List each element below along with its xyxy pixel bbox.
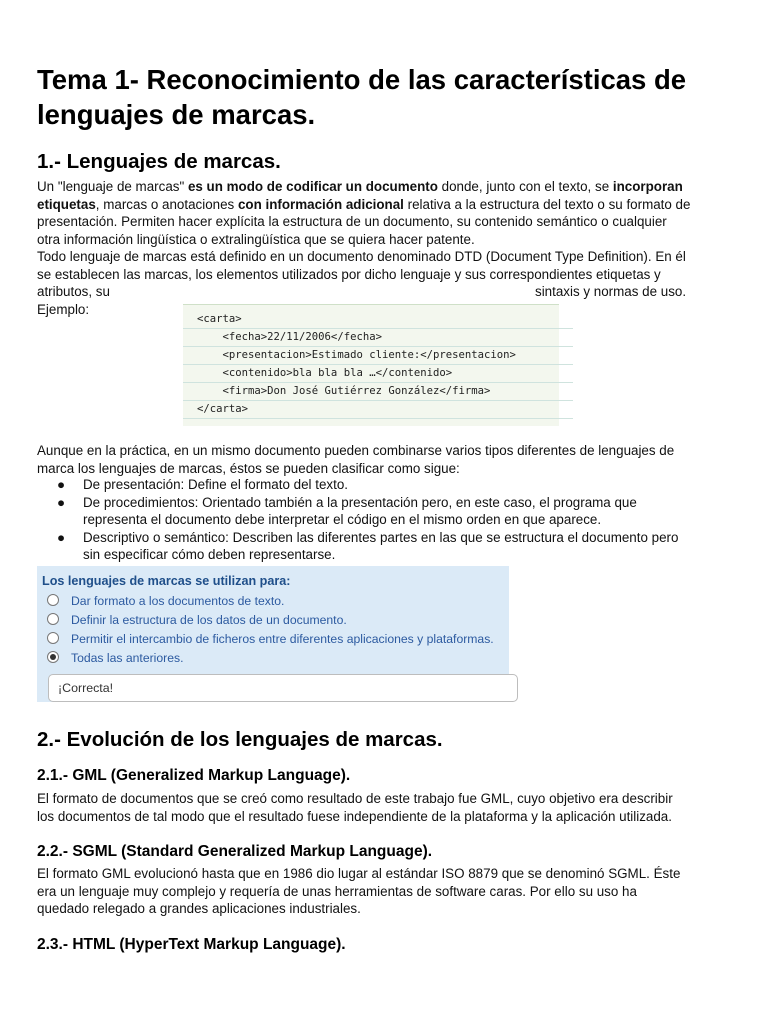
paragraph-line: [37, 178, 737, 196]
paragraph-line: quedado relegado a grandes aplicaciones industriales.: [37, 901, 361, 917]
text-span: relativa a la estructura del texto o su formato de: [403, 196, 691, 212]
quiz-feedback: ¡Correcta!: [48, 674, 518, 702]
text-span: Un "lenguaje de marcas": [37, 179, 188, 194]
markup-types-list: [37, 476, 737, 564]
subsection-2-3-heading: 2.3.- HTML (HyperText Markup Language).: [37, 936, 346, 953]
quiz-option-label: Permitir el intercambio de ficheros entre diferentes aplicaciones y plataformas.: [71, 632, 494, 646]
code-line: <presentacion>Estimado cliente:</presentacion>: [183, 346, 573, 365]
text-span: sintaxis y normas de uso.: [535, 284, 687, 300]
quiz-option-label: Dar formato a los documentos de texto.: [71, 594, 285, 608]
code-line: <carta>: [183, 310, 573, 329]
paragraph-line: Aunque en la práctica, en un mismo documento pueden combinarse varios tipos diferentes de lenguajes de: [37, 443, 675, 458]
code-line: </carta>: [183, 400, 573, 419]
list-item: [37, 476, 737, 494]
radio-button-icon[interactable]: [47, 613, 59, 625]
code-example-figure: [183, 304, 559, 426]
section-2-heading: 2.- Evolución de los lenguajes de marcas.: [37, 728, 443, 751]
text-span: atributos, su: [37, 284, 110, 300]
bullet-icon: ●: [57, 494, 66, 510]
text-span: donde, junto con el texto, se: [437, 179, 613, 194]
paragraph-line: [37, 196, 737, 214]
paragraph-line: otra información lingüística o extralingüística que se quiera hacer patente.: [37, 231, 475, 247]
section-1-paragraph-3: [37, 442, 737, 477]
quiz-option[interactable]: [47, 651, 183, 665]
quiz-option-label: Todas las anteriores.: [71, 651, 184, 665]
quiz-option[interactable]: [47, 613, 347, 627]
radio-button-selected-icon[interactable]: [47, 651, 59, 663]
bold-text: es un modo de codificar un documento: [187, 179, 438, 194]
quiz-question: Los lenguajes de marcas se utilizan para:: [42, 574, 291, 588]
bold-text: etiquetas: [37, 196, 96, 212]
code-line: <fecha>22/11/2006</fecha>: [183, 328, 573, 347]
subsection-2-1-heading: 2.1.- GML (Generalized Markup Language).: [37, 767, 351, 784]
list-item-text: De presentación: Define el formato del texto.: [83, 477, 348, 492]
radio-button-icon[interactable]: [47, 594, 59, 606]
bullet-icon: ●: [57, 529, 66, 545]
section-1-paragraph-1: [37, 178, 737, 248]
bullet-icon: ●: [57, 477, 66, 492]
paragraph-line: marca los lenguajes de marcas, éstos se pueden clasificar como sigue:: [37, 460, 460, 476]
code-line: <contenido>bla bla bla …</contenido>: [183, 364, 573, 383]
paragraph-line: se establecen las marcas, los elementos utilizados por dicho lenguaje y sus correspondientes etiquetas y: [37, 266, 661, 282]
quiz-box: [37, 566, 509, 702]
list-item: [37, 494, 737, 529]
subsection-2-1-paragraph: [37, 790, 737, 825]
section-1-heading: 1.- Lenguajes de marcas.: [37, 150, 281, 173]
paragraph-line: El formato GML evolucionó hasta que en 1986 dio lugar al estándar ISO 8879 que se denominó SGML. Éste: [37, 866, 681, 881]
paragraph-line: era un lenguaje muy complejo y requería de unas herramientas de software caras. Por ello su uso ha: [37, 883, 637, 899]
list-item-text: De procedimientos: Orientado también a la presentación pero, en este caso, el programa que: [83, 494, 637, 510]
radio-button-icon[interactable]: [47, 632, 59, 644]
text-span: , marcas o anotaciones: [95, 196, 238, 212]
list-item-text: Descriptivo o semántico: Describen las diferentes partes en las que se estructura el documento pero: [83, 529, 679, 545]
quiz-option[interactable]: [47, 632, 494, 646]
quiz-option[interactable]: [47, 594, 284, 608]
paragraph-line: El formato de documentos que se creó como resultado de este trabajo fue GML, cuyo objetivo era describir: [37, 791, 673, 806]
subsection-2-2-heading: 2.2.- SGML (Standard Generalized Markup Language).: [37, 843, 433, 860]
code-line: <firma>Don José Gutiérrez González</firma>: [183, 382, 573, 401]
quiz-option-label: Definir la estructura de los datos de un documento.: [71, 613, 347, 627]
paragraph-line: presentación. Permiten hacer explícita la estructura de un documento, su contenido semántico o cualquier: [37, 214, 667, 230]
paragraph-line: Todo lenguaje de marcas está definido en un documento denominado DTD (Document Type Definition). En él: [37, 249, 686, 264]
paragraph-line: los documentos de tal modo que el resultado fuese independiente de la plataforma y la aplicación utilizada.: [37, 808, 672, 824]
list-item-text: sin especificar cómo deben representarse.: [83, 547, 336, 563]
bold-text: con información adicional: [237, 196, 404, 212]
page-title: Tema 1- Reconocimiento de las características de lenguajes de marcas.: [37, 64, 687, 130]
example-label: Ejemplo:: [37, 301, 90, 317]
bold-text: incorporan: [612, 179, 683, 194]
list-item: [37, 529, 737, 564]
paragraph-line: [37, 283, 737, 301]
subsection-2-2-paragraph: [37, 865, 737, 918]
list-item-text: representa el documento debe interpretar el código en el mismo orden en que aparece.: [83, 512, 602, 528]
